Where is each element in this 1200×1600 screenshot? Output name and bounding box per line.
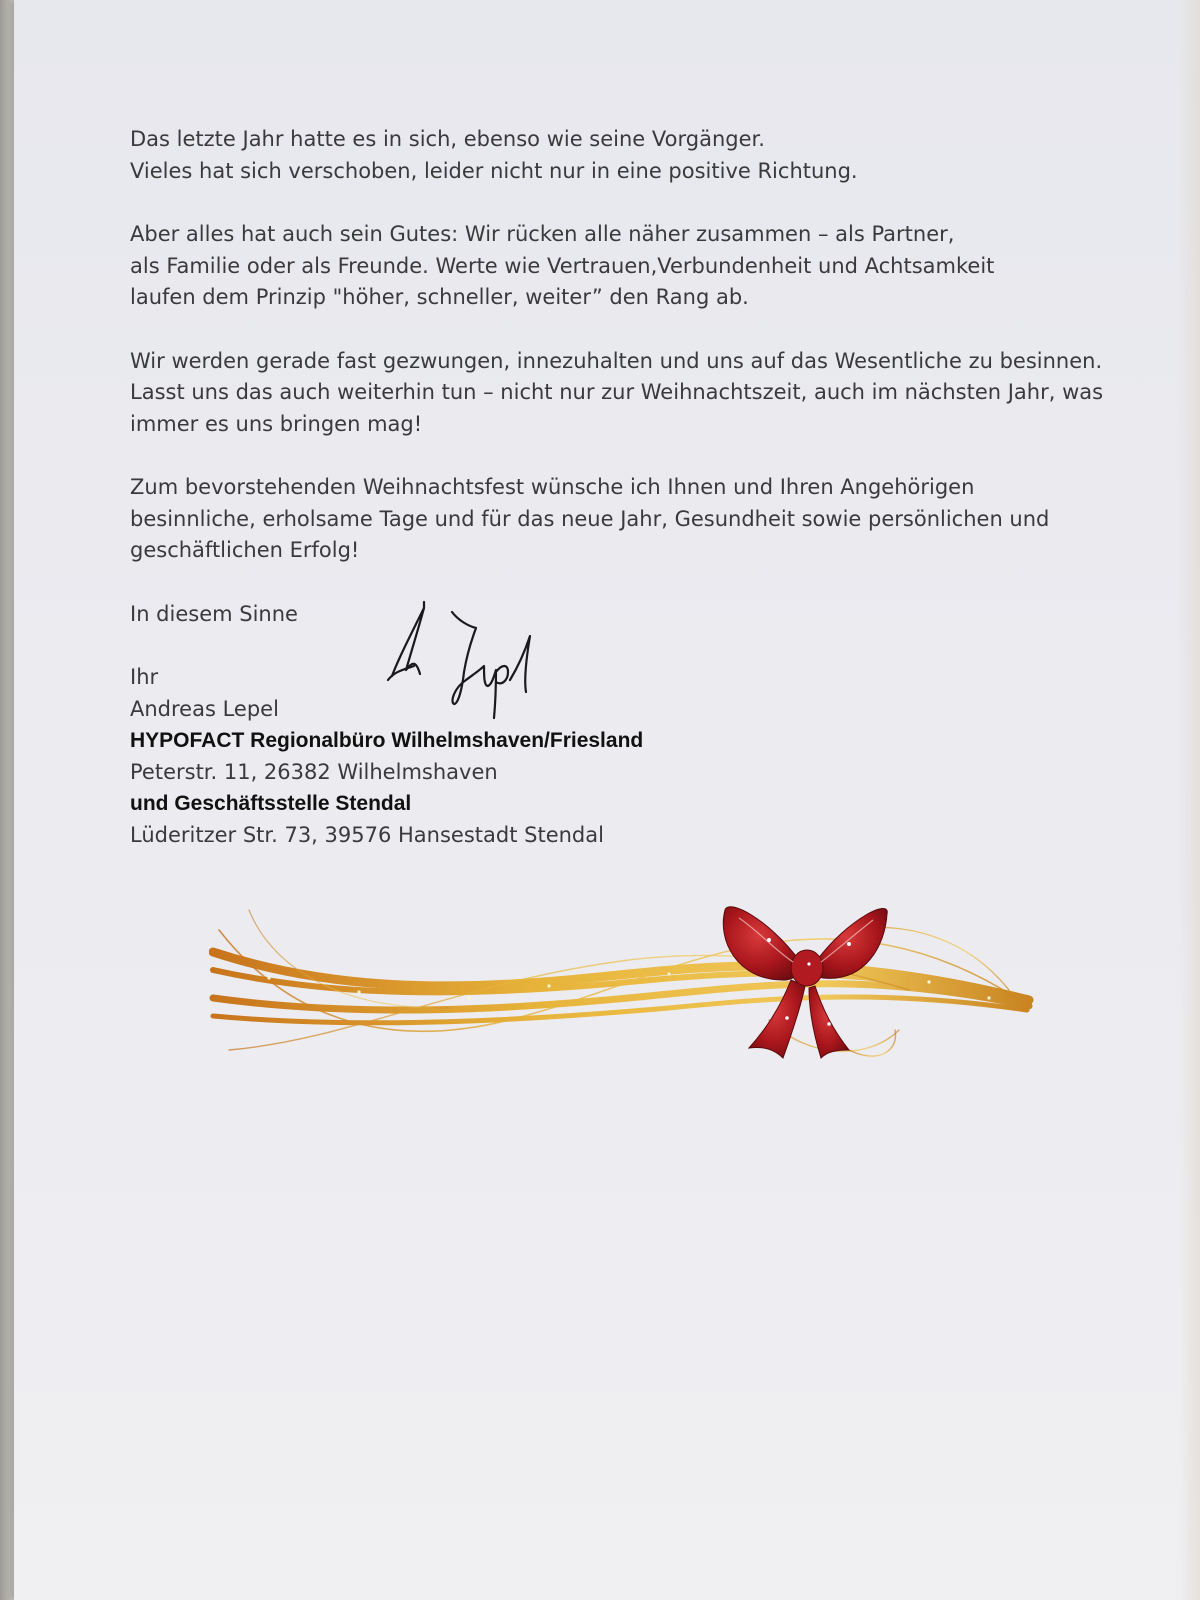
text-line: Lasst uns das auch weiterhin tun – nicht nur zur Weihnachtszeit, auch im nächsten Jahr, was bbox=[130, 380, 1104, 404]
letter-body bbox=[130, 124, 1104, 851]
paragraph-2 bbox=[130, 219, 1090, 314]
branch-name: und Geschäftsstelle Stendal bbox=[130, 792, 412, 815]
paragraph-4 bbox=[130, 472, 1090, 567]
text-line: laufen dem Prinzip "höher, schneller, weiter” den Rang ab. bbox=[130, 285, 749, 309]
office-name: HYPOFACT Regionalbüro Wilhelmshaven/Friesland bbox=[130, 729, 644, 752]
office-address: Peterstr. 11, 26382 Wilhelmshaven bbox=[130, 759, 498, 784]
letter-page bbox=[14, 0, 1200, 1600]
text-line: Das letzte Jahr hatte es in sich, ebenso wie seine Vorgänger. bbox=[130, 127, 765, 151]
paragraph-3 bbox=[130, 346, 1104, 441]
text-line: Wir werden gerade fast gezwungen, innezuhalten und uns auf das Wesentliche zu besinnen. bbox=[130, 348, 1103, 373]
handwritten-signature bbox=[384, 600, 554, 740]
closing-text: In diesem Sinne bbox=[130, 601, 298, 626]
text-line: geschäftlichen Erfolg! bbox=[130, 538, 360, 562]
branch-address: Lüderitzer Str. 73, 39576 Hansestadt Stendal bbox=[130, 822, 604, 847]
red-bow-gold-ribbon-icon bbox=[209, 900, 1059, 1080]
closing-line bbox=[130, 599, 1090, 631]
text-line: besinnliche, erholsame Tage und für das neue Jahr, Gesundheit sowie persönlichen und bbox=[130, 506, 1050, 531]
text-line: Zum bevorstehenden Weihnachtsfest wünsche ich Ihnen und Ihren Angehörigen bbox=[130, 475, 975, 499]
salutation: Ihr bbox=[130, 665, 159, 689]
text-line: als Familie oder als Freunde. Werte wie Vertrauen,Verbundenheit und Achtsamkeit bbox=[130, 253, 995, 278]
text-line: Vieles hat sich verschoben, leider nicht nur in eine positive Richtung. bbox=[130, 158, 858, 183]
text-line: immer es uns bringen mag! bbox=[130, 411, 423, 436]
text-line: Aber alles hat auch sein Gutes: Wir rücken alle näher zusammen – als Partner, bbox=[130, 222, 955, 246]
paragraph-1 bbox=[130, 124, 1090, 187]
signer-name: Andreas Lepel bbox=[130, 696, 279, 721]
signature-block bbox=[130, 662, 1090, 851]
